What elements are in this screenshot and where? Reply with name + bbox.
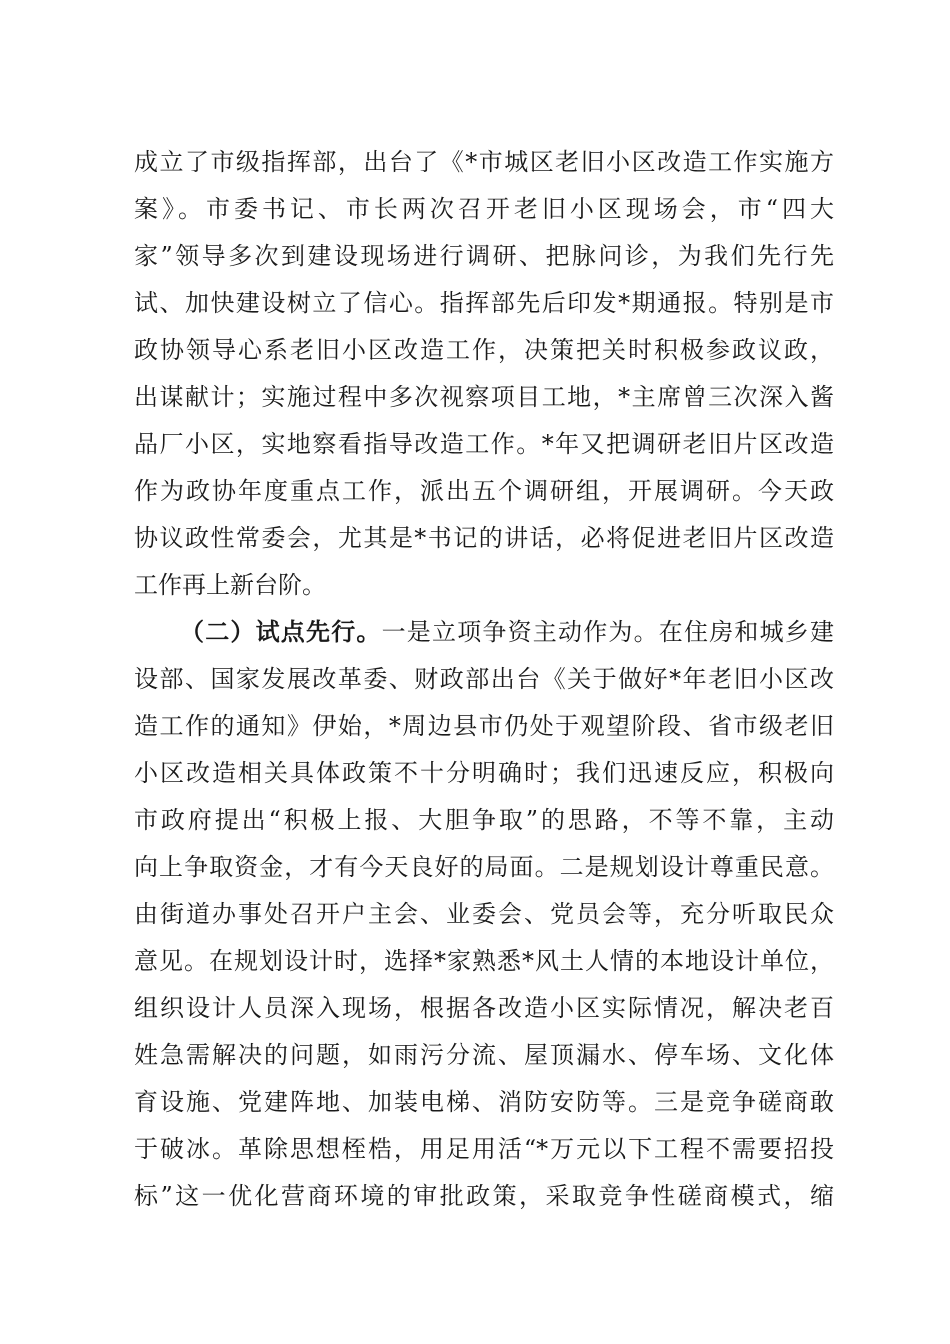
section-heading: （二）试点先行。	[180, 618, 382, 646]
text-line: 标”这一优化营商环境的审批政策，采取竞争性磋商模式，缩	[134, 1182, 834, 1210]
text-line: 市政府提出“积极上报、大胆争取”的思路，不等不靠，主动	[134, 806, 834, 834]
text-line: 工作再上新台阶。	[134, 571, 326, 599]
text-line: 协议政性常委会，尤其是*书记的讲话，必将促进老旧片区改造	[134, 524, 834, 552]
text-line: 试、加快建设树立了信心。指挥部先后印发*期通报。特别是市	[134, 289, 834, 317]
text-line: 政协领导心系老旧小区改造工作，决策把关时积极参政议政，	[134, 336, 834, 364]
text-line: 案》。市委书记、市长两次召开老旧小区现场会，市“四大	[134, 195, 834, 223]
text-line: 出谋献计；实施过程中多次视察项目工地，*主席曾三次深入酱	[134, 383, 834, 411]
text-line: 于破冰。革除思想桎梏，用足用活“*万元以下工程不需要招投	[134, 1135, 834, 1163]
text-line: 成立了市级指挥部，出台了《*市城区老旧小区改造工作实施方	[134, 148, 834, 176]
text-line: 向上争取资金，才有今天良好的局面。二是规划设计尊重民意。	[134, 853, 834, 881]
text-line: 由街道办事处召开户主会、业委会、党员会等，充分听取民众	[134, 900, 834, 928]
text-line: 育设施、党建阵地、加装电梯、消防安防等。三是竞争磋商敢	[134, 1088, 834, 1116]
text-line: 作为政协年度重点工作，派出五个调研组，开展调研。今天政	[134, 477, 834, 505]
text-span: 一是立项争资主动作为。在住房和城乡建	[381, 618, 835, 646]
paragraph-first-line	[180, 616, 834, 648]
text-line: 家”领导多次到建设现场进行调研、把脉问诊，为我们先行先	[134, 242, 834, 270]
text-line: 设部、国家发展改革委、财政部出台《关于做好*年老旧小区改	[134, 665, 834, 693]
text-line: 意见。在规划设计时，选择*家熟悉*风土人情的本地设计单位，	[134, 947, 834, 975]
text-line: 造工作的通知》伊始，*周边县市仍处于观望阶段、省市级老旧	[134, 712, 834, 740]
text-line: 品厂小区，实地察看指导改造工作。*年又把调研老旧片区改造	[134, 430, 834, 458]
text-line: 小区改造相关具体政策不十分明确时；我们迅速反应，积极向	[134, 759, 834, 787]
text-line: 组织设计人员深入现场，根据各改造小区实际情况，解决老百	[134, 994, 834, 1022]
text-line: 姓急需解决的问题，如雨污分流、屋顶漏水、停车场、文化体	[134, 1041, 834, 1069]
